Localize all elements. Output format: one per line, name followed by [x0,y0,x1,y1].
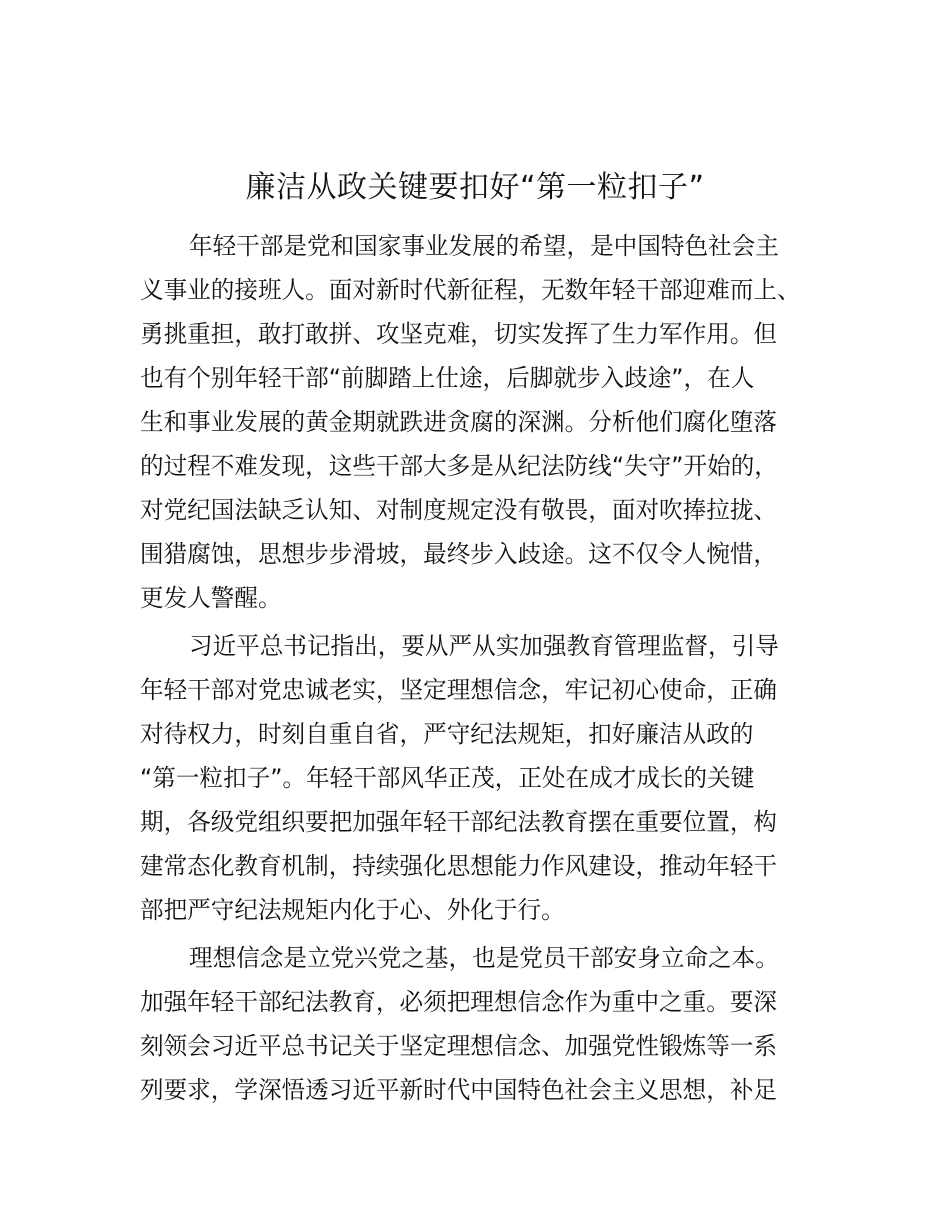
paragraph-line: 生和事业发展的黄金期就跌进贪腐的深渊。分析他们腐化堕落 [140,408,778,436]
paragraph-line: 的过程不难发现，这些干部大多是从纪法防线“失守”开始的， [140,452,778,480]
paragraph-line: 加强年轻干部纪法教育，必须把理想信念作为重中之重。要深 [140,988,778,1016]
paragraph-line: 更发人警醒。 [140,584,282,612]
paragraph-line: 义事业的接班人。面对新时代新征程，无数年轻干部迎难而上、 [140,276,801,304]
paragraph-line: 年轻干部是党和国家事业发展的希望，是中国特色社会主 [189,232,779,260]
paragraph-line: 年轻干部对党忠诚老实，坚定理想信念，牢记初心使命，正确 [140,676,778,704]
paragraph-line: 对党纪国法缺乏认知、对制度规定没有敬畏，面对吹捧拉拢、 [140,496,778,524]
paragraph-line: 建常态化教育机制，持续强化思想能力作风建设，推动年轻干 [140,852,778,880]
document-title: 廉洁从政关键要扣好“第一粒扣子” [245,170,705,205]
paragraph-line: 勇挑重担，敢打敢拼、攻坚克难，切实发挥了生力军作用。但 [140,320,778,348]
paragraph-line: 部把严守纪法规矩内化于心、外化于行。 [140,896,565,924]
paragraph-line: 围猎腐蚀，思想步步滑坡，最终步入歧途。这不仅令人惋惜， [140,540,778,568]
paragraph-line: 刻领会习近平总书记关于坚定理想信念、加强党性锻炼等一系 [140,1032,778,1060]
paragraph-line: 期，各级党组织要把加强年轻干部纪法教育摆在重要位置，构 [140,808,778,836]
paragraph-3 [140,936,779,1112]
paragraph-line: 习近平总书记指出，要从严从实加强教育管理监督，引导 [189,632,779,660]
paragraph-line: 列要求，学深悟透习近平新时代中国特色社会主义思想，补足 [140,1076,778,1104]
paragraph-1 [140,224,801,620]
paragraph-line: “第一粒扣子”。年轻干部风华正茂，正处在成才成长的关键 [140,764,755,792]
paragraph-line: 也有个别年轻干部“前脚踏上仕途，后脚就步入歧途”，在人 [140,364,755,392]
paragraph-line: 对待权力，时刻自重自省，严守纪法规矩，扣好廉洁从政的 [140,720,754,748]
paragraph-2 [140,624,779,932]
paragraph-line: 理想信念是立党兴党之基，也是党员干部安身立命之本。 [189,944,779,972]
